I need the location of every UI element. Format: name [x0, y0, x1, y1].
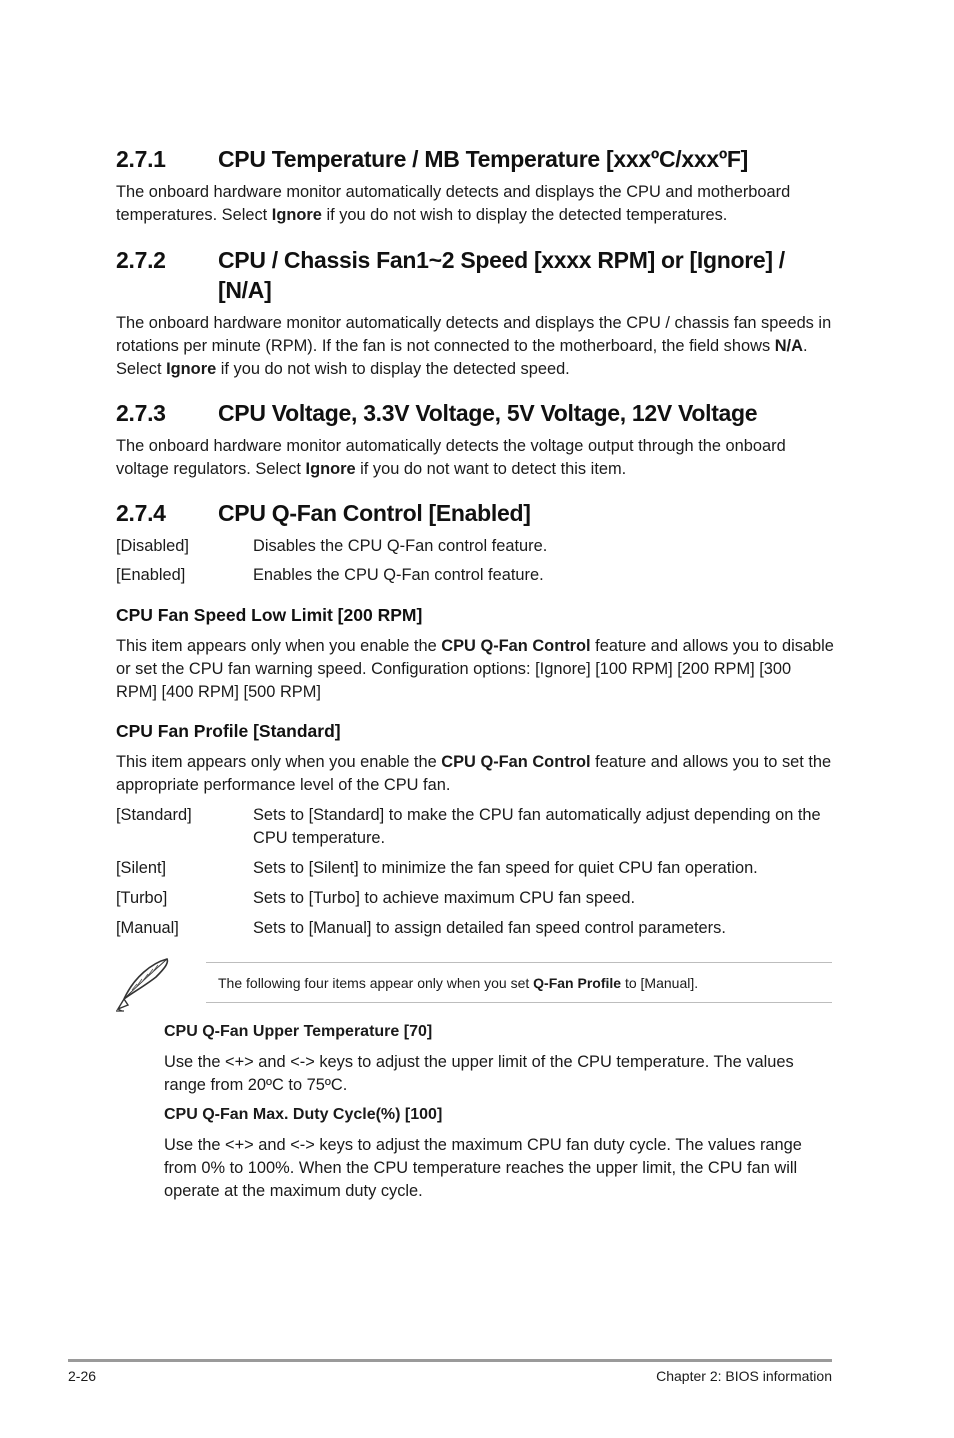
section-title: CPU / Chassis Fan1~2 Speed [xxxx RPM] or [Ignore] / [N/A] — [218, 247, 785, 303]
bold-term: CPU Q-Fan Control — [441, 637, 591, 655]
option-key: [Enabled] — [116, 566, 186, 584]
text-run: if you do not want to detect this item. — [355, 460, 627, 478]
paragraph-duty-cycle: Use the <+> and <-> keys to adjust the maximum CPU fan duty cycle. The values range from 0% to 100%. When the CPU temperature reaches the upper limit, the CPU fan will operate at the maximum duty cycle. — [164, 1136, 802, 1200]
text-run: . Select — [116, 337, 808, 378]
section-paragraph-2-7-3 — [116, 435, 836, 481]
section-title: CPU Voltage, 3.3V Voltage, 5V Voltage, 12V Voltage — [218, 400, 758, 426]
bold-term: CPU Q-Fan Control — [441, 753, 591, 771]
paragraph-upper-temperature: Use the <+> and <-> keys to adjust the upper limit of the CPU temperature. The values range from 20ºC to 75ºC. — [164, 1053, 794, 1094]
option-desc: Sets to [Manual] to assign detailed fan speed control parameters. — [253, 919, 726, 937]
section-title: CPU Q-Fan Control [Enabled] — [218, 500, 531, 526]
note-divider-bottom — [206, 1002, 832, 1003]
section-number: 2.7.2 — [116, 247, 166, 273]
text-run: feature and allows you to disable or set the CPU fan warning speed. Configuration options: [Ignore] [100 RPM] [200 RPM] [300 RPM] [400 RPM] [500 RPM] — [116, 637, 834, 701]
text-run: The following four items appear only when you set — [218, 975, 534, 991]
paragraph-fan-profile — [116, 751, 836, 797]
text-run: This item appears only when you enable the — [116, 637, 442, 655]
option-key: [Disabled] — [116, 537, 189, 555]
option-key: [Manual] — [116, 919, 179, 937]
text-run: to [Manual]. — [621, 975, 699, 991]
section-number: 2.7.3 — [116, 400, 166, 426]
section-number: 2.7.4 — [116, 500, 166, 526]
section-title: CPU Temperature / MB Temperature [xxxºC/xxxºF] — [218, 146, 749, 172]
text-run: if you do not wish to display the detected temperatures. — [321, 206, 728, 224]
footer-divider — [68, 1359, 832, 1362]
option-desc: Sets to [Silent] to minimize the fan speed for quiet CPU fan operation. — [253, 859, 758, 877]
text-run: feature and allows you to set the appropriate performance level of the CPU fan. — [116, 753, 832, 794]
bold-term: Ignore — [166, 360, 217, 378]
bold-term: Ignore — [271, 206, 322, 224]
text-run: This item appears only when you enable the — [116, 753, 442, 771]
option-key: [Standard] — [116, 806, 192, 824]
page-number: 2-26 — [68, 1368, 97, 1384]
subheading-low-limit: CPU Fan Speed Low Limit [200 RPM] — [116, 605, 423, 625]
subheading-upper-temperature: CPU Q-Fan Upper Temperature [70] — [164, 1023, 433, 1040]
note-divider-top — [206, 962, 832, 963]
feather-pen-icon — [112, 955, 174, 1015]
option-key: [Turbo] — [116, 889, 168, 907]
option-desc: Enables the CPU Q-Fan control feature. — [253, 566, 544, 584]
section-number: 2.7.1 — [116, 146, 166, 172]
note-text — [218, 973, 698, 993]
chapter-title: Chapter 2: BIOS information — [656, 1368, 832, 1384]
bold-term: Ignore — [305, 460, 356, 478]
bold-term: Q-Fan Profile — [533, 975, 622, 991]
paragraph-low-limit — [116, 635, 836, 704]
text-run: The onboard hardware monitor automatically detects and displays the CPU / chassis fan speeds in rotations per minute (RPM). If the fan is not connected to the motherboard, the field shows — [116, 314, 832, 355]
subheading-fan-profile: CPU Fan Profile [Standard] — [116, 721, 341, 741]
section-paragraph-2-7-2 — [116, 312, 836, 381]
option-desc: Disables the CPU Q-Fan control feature. — [253, 537, 548, 555]
text-run: The onboard hardware monitor automatically detects the voltage output through the onboard voltage regulators. Select — [116, 437, 786, 478]
option-key: [Silent] — [116, 859, 167, 877]
bold-term: N/A — [774, 337, 803, 355]
text-run: The onboard hardware monitor automatically detects and displays the CPU and motherboard temperatures. Select — [116, 183, 791, 224]
option-desc: Sets to [Standard] to make the CPU fan automatically adjust depending on the CPU temperature. — [253, 806, 821, 847]
section-paragraph-2-7-1 — [116, 181, 836, 227]
option-desc: Sets to [Turbo] to achieve maximum CPU fan speed. — [253, 889, 636, 907]
subheading-duty-cycle: CPU Q-Fan Max. Duty Cycle(%) [100] — [164, 1106, 443, 1123]
text-run: if you do not wish to display the detected speed. — [216, 360, 570, 378]
